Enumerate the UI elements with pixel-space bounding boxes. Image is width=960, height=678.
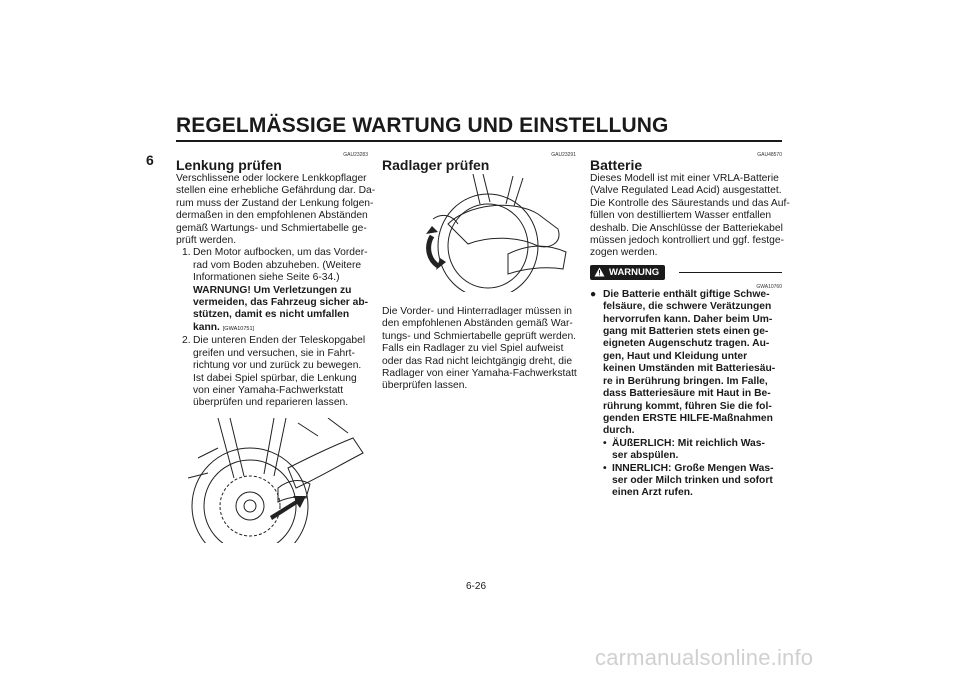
- section-heading: Lenkung prüfen: [176, 157, 282, 173]
- text-line: füllen von destilliertem Wasser entfallen: [590, 210, 772, 222]
- text-line: rum muss der Zustand der Lenkung folgen-: [176, 197, 374, 209]
- bullet-icon: ●: [590, 288, 597, 300]
- text-line: Informationen siehe Seite 6-34.): [193, 272, 340, 284]
- section-code: GAU23283: [343, 152, 368, 158]
- watermark: carmanualsonline.info: [595, 645, 814, 670]
- text-line: (Valve Regulated Lead Acid) ausgestattet.: [590, 185, 782, 197]
- section-code: GAU23291: [551, 152, 576, 158]
- warning-line: Die Batterie enthält giftige Schwe-: [603, 288, 770, 300]
- section-heading: Radlager prüfen: [382, 157, 490, 173]
- text-line: überprüfen lassen.: [382, 380, 468, 392]
- text-line: müssen jedoch kontrolliert und ggf. festge-: [590, 235, 785, 247]
- text-line: deshalb. Die Anschlüsse der Batteriekabel: [590, 222, 783, 234]
- list-item: [590, 289, 782, 438]
- warning-header: [590, 265, 782, 280]
- text-line: den empfohlenen Abständen gemäß War-: [382, 318, 573, 330]
- chapter-tab: 6: [146, 152, 154, 168]
- warning-line: re in Berührung bringen. Im Falle,: [603, 375, 768, 387]
- text-line: Falls ein Radlager zu viel Spiel aufweist: [382, 343, 564, 355]
- text-line: rad vom Boden abzuheben. (Weitere: [193, 259, 362, 271]
- warning-line: INNERLICH: Große Mengen Was-: [612, 462, 774, 474]
- section-heading: Batterie: [590, 157, 643, 173]
- section-wheel-bearing: [382, 152, 576, 173]
- warning-text: [590, 289, 782, 500]
- warning-line: ser abspülen.: [612, 450, 679, 462]
- wheel-bearing-illustration: [418, 174, 568, 292]
- section-battery: [590, 152, 790, 500]
- warning-line: stützen, damit es nicht umfallen: [193, 309, 350, 321]
- page-number: 6-26: [466, 581, 487, 592]
- list-item: [176, 247, 368, 335]
- text-line: Die Vorder- und Hinterradlager müssen in: [382, 306, 573, 317]
- list-item: [590, 438, 782, 463]
- list-item: [590, 463, 782, 500]
- warning-line: gang mit Batterien stets einen ge-: [603, 326, 769, 338]
- warning-rule: [679, 272, 782, 273]
- list-item: [176, 335, 368, 409]
- warning-label: WARNUNG: [609, 266, 660, 278]
- warning-line: keinen Umständen mit Batteriesäu-: [603, 363, 776, 375]
- steps-list: [176, 247, 368, 409]
- text-line: stellen eine erhebliche Gefährdung dar. Da-: [176, 185, 376, 197]
- wheel-bearing-text: [382, 306, 576, 393]
- text-line: prüft werden.: [176, 235, 237, 247]
- text-line: tungs- und Schmiertabelle geprüft werden.: [382, 330, 577, 342]
- steering-check-illustration: [178, 418, 368, 543]
- text-line: oder das Rad nicht leichtgängig dreht, die: [382, 355, 573, 367]
- text-line: Den Motor aufbocken, um das Vorder-: [193, 247, 368, 259]
- text-line: richtung vor und zurück zu bewegen.: [193, 360, 362, 372]
- page-title: REGELMÄSSIGE WARTUNG UND EINSTELLUNG: [176, 114, 669, 137]
- text-line: greifen und versuchen, sie in Fahrt-: [193, 347, 355, 359]
- step-number: 1.: [182, 247, 191, 259]
- text-line: dermaßen in den empfohlenen Abständen: [176, 210, 368, 222]
- warning-line: gen, Haut und Kleidung unter: [603, 350, 748, 362]
- section-code: GAU48570: [757, 152, 782, 158]
- warning-badge: [590, 265, 665, 280]
- warning-line: eigneten Augenschutz tragen. Au-: [603, 338, 770, 350]
- bullet-icon: •: [603, 462, 607, 474]
- section-steering: [176, 152, 376, 410]
- warning-line: durch.: [603, 425, 635, 437]
- text-line: Die unteren Enden der Teleskopgabel: [193, 335, 366, 347]
- text-line: Ist dabei Spiel spürbar, die Lenkung: [193, 372, 357, 384]
- text-line: Dieses Modell ist mit einer VRLA-Batterie: [590, 173, 779, 184]
- bullet-icon: •: [603, 437, 607, 449]
- step-number: 2.: [182, 335, 191, 347]
- title-rule: [176, 140, 782, 142]
- text-line: von einer Yamaha-Fachwerkstatt: [193, 384, 344, 396]
- warning-line: ser oder Milch trinken und sofort: [612, 474, 773, 486]
- warning-line: ÄUßERLICH: Mit reichlich Was-: [612, 437, 765, 449]
- warning-line: WARNUNG! Um Verletzungen zu: [193, 284, 352, 296]
- warning-line: genden ERSTE HILFE-Maßnahmen: [603, 412, 773, 424]
- text-line: Die Kontrolle des Säurestands und das Auf-: [590, 197, 790, 209]
- warning-code: [GWA10751]: [222, 325, 255, 332]
- text-line: zogen werden.: [590, 247, 658, 259]
- text-line: Radlager von einer Yamaha-Fachwerkstatt: [382, 368, 577, 380]
- warning-line: hervorrufen kann. Daher beim Um-: [603, 313, 773, 325]
- warning-triangle-icon: [594, 267, 605, 277]
- warning-code: GWA10760: [756, 283, 782, 290]
- warning-line: kann.: [193, 321, 220, 333]
- warning-line: dass Batteriesäure mit Haut in Be-: [603, 388, 771, 400]
- text-line: überprüfen und reparieren lassen.: [193, 397, 349, 409]
- text-line: Verschlissene oder lockere Lenkkopflager: [176, 173, 367, 184]
- warning-line: vermeiden, das Fahrzeug sicher ab-: [193, 297, 369, 309]
- warning-line: einen Arzt rufen.: [612, 487, 693, 499]
- warning-line: rührung kommt, führen Sie die fol-: [603, 400, 772, 412]
- text-line: gemäß Wartungs- und Schmiertabelle ge-: [176, 222, 367, 234]
- warning-line: felsäure, die schwere Verätzungen: [603, 301, 772, 313]
